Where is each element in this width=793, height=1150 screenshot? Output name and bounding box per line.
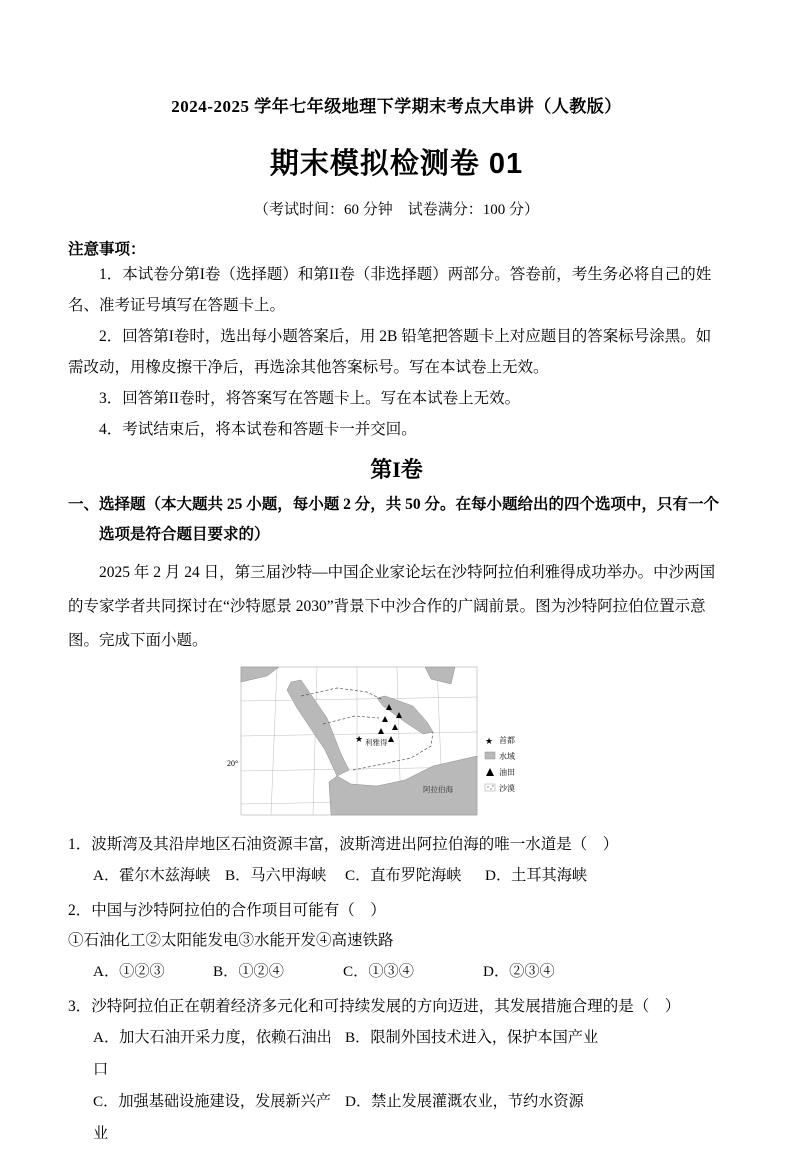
capital-star-icon: ★ xyxy=(354,734,363,744)
arabian-sea-label: 阿拉伯海 xyxy=(422,785,453,794)
desert-dot-icon xyxy=(492,785,493,786)
water-legend-icon xyxy=(485,752,495,759)
question-3-stem: 3．沙特阿拉伯正在朝着经济多元化和可持续发展的方向迈进，其发展措施合理的是（ ） xyxy=(68,998,681,1015)
notice-heading: 注意事项： xyxy=(68,241,146,258)
exam-time-score: （考试时间：60 分钟 试卷满分：100 分） xyxy=(253,202,539,218)
option-b: B．马六甲海峡 xyxy=(225,867,327,884)
capital-legend-icon: ★ xyxy=(484,736,493,746)
section-title: 第I卷 xyxy=(370,457,423,482)
option-a: A．①②③ xyxy=(93,963,165,980)
question-2-stem: 2．中国与沙特阿拉伯的合作项目可能有（ ） xyxy=(68,902,386,919)
question-3-options-row-1 xyxy=(93,1022,725,1086)
question-2-items: ①石油化工②太阳能发电③水能开发④高速铁路 xyxy=(68,932,394,949)
intro-paragraph: 2025 年 2 月 24 日，第三届沙特—中国企业家论坛在沙特阿拉伯利雅得成功举办。中沙两国的专家学者共同探讨在“沙特愿景 2030”背景下中沙合作的广阔前景。图为沙特阿拉伯位置示意图。完成下面小题。 xyxy=(68,564,716,649)
question-2-options xyxy=(93,956,725,988)
legend-oil-label: 油田 xyxy=(498,768,515,777)
latitude-label: 20° xyxy=(226,759,238,768)
option-c: C．直布罗陀海峡 xyxy=(345,867,462,884)
map-figure xyxy=(227,666,567,826)
legend-desert-label: 沙漠 xyxy=(498,784,515,793)
question-1-options xyxy=(93,860,725,892)
page-title: 期末模拟检测卷 01 xyxy=(269,148,524,180)
section-instruction: 一、选择题（本大题共 25 小题，每小题 2 分，共 50 分。在每小题给出的四个选项中，只有一个选项是符合题目要求的） xyxy=(68,496,720,543)
question-2 xyxy=(68,896,725,988)
option-a: A．加大石油开采力度，依赖石油出口 xyxy=(93,1029,332,1078)
notice-item-2: 2．回答第I卷时，选出每小题答案后，用 2B 铅笔把答题卡上对应题目的答案标号涂黑。如需改动，用橡皮擦干净后，再选涂其他答案标号。写在本试卷上无效。 xyxy=(68,328,712,376)
option-b: B．限制外国技术进入，保护本国产业 xyxy=(345,1029,599,1046)
desert-dot-icon xyxy=(490,788,491,789)
desert-dot-icon xyxy=(487,786,488,787)
notice-item-4: 4．考试结束后，将本试卷和答题卡一并交回。 xyxy=(99,421,417,438)
notice-section xyxy=(68,237,725,445)
desert-legend-icon xyxy=(485,784,495,791)
riyadh-label: 利雅得 xyxy=(364,738,387,747)
question-1 xyxy=(68,830,725,892)
legend-water-label: 水域 xyxy=(498,752,515,761)
option-d: D．土耳其海峡 xyxy=(485,867,588,884)
notice-item-3: 3．回答第II卷时，将答案写在答题卡上。写在本试卷上无效。 xyxy=(99,390,521,407)
option-b: B．①②④ xyxy=(213,963,284,980)
option-c: C．加强基础设施建设，发展新兴产业 xyxy=(93,1093,331,1142)
saudi-arabia-location-map xyxy=(227,666,567,826)
option-d: D．禁止发展灌溉农业，节约水资源 xyxy=(345,1093,584,1110)
option-c: C．①③④ xyxy=(343,963,414,980)
question-3 xyxy=(68,992,725,1150)
map-legend xyxy=(485,735,515,793)
question-1-stem: 1．波斯湾及其沿岸地区石油资源丰富，波斯湾进出阿拉伯海的唯一水道是（ ） xyxy=(68,836,619,853)
notice-item-1: 1．本试卷分第I卷（选择题）和第II卷（非选择题）两部分。答卷前，考生务必将自己的姓名、准考证号填写在答题卡上。 xyxy=(68,266,712,314)
legend-capital-label: 首都 xyxy=(498,736,515,745)
oil-legend-icon xyxy=(486,768,494,776)
question-3-options-row-2 xyxy=(93,1086,725,1150)
option-a: A．霍尔木兹海峡 xyxy=(93,867,211,884)
document-header: 2024-2025 学年七年级地理下学期末考点大串讲（人教版） xyxy=(171,97,622,116)
option-d: D．②③④ xyxy=(483,963,555,980)
